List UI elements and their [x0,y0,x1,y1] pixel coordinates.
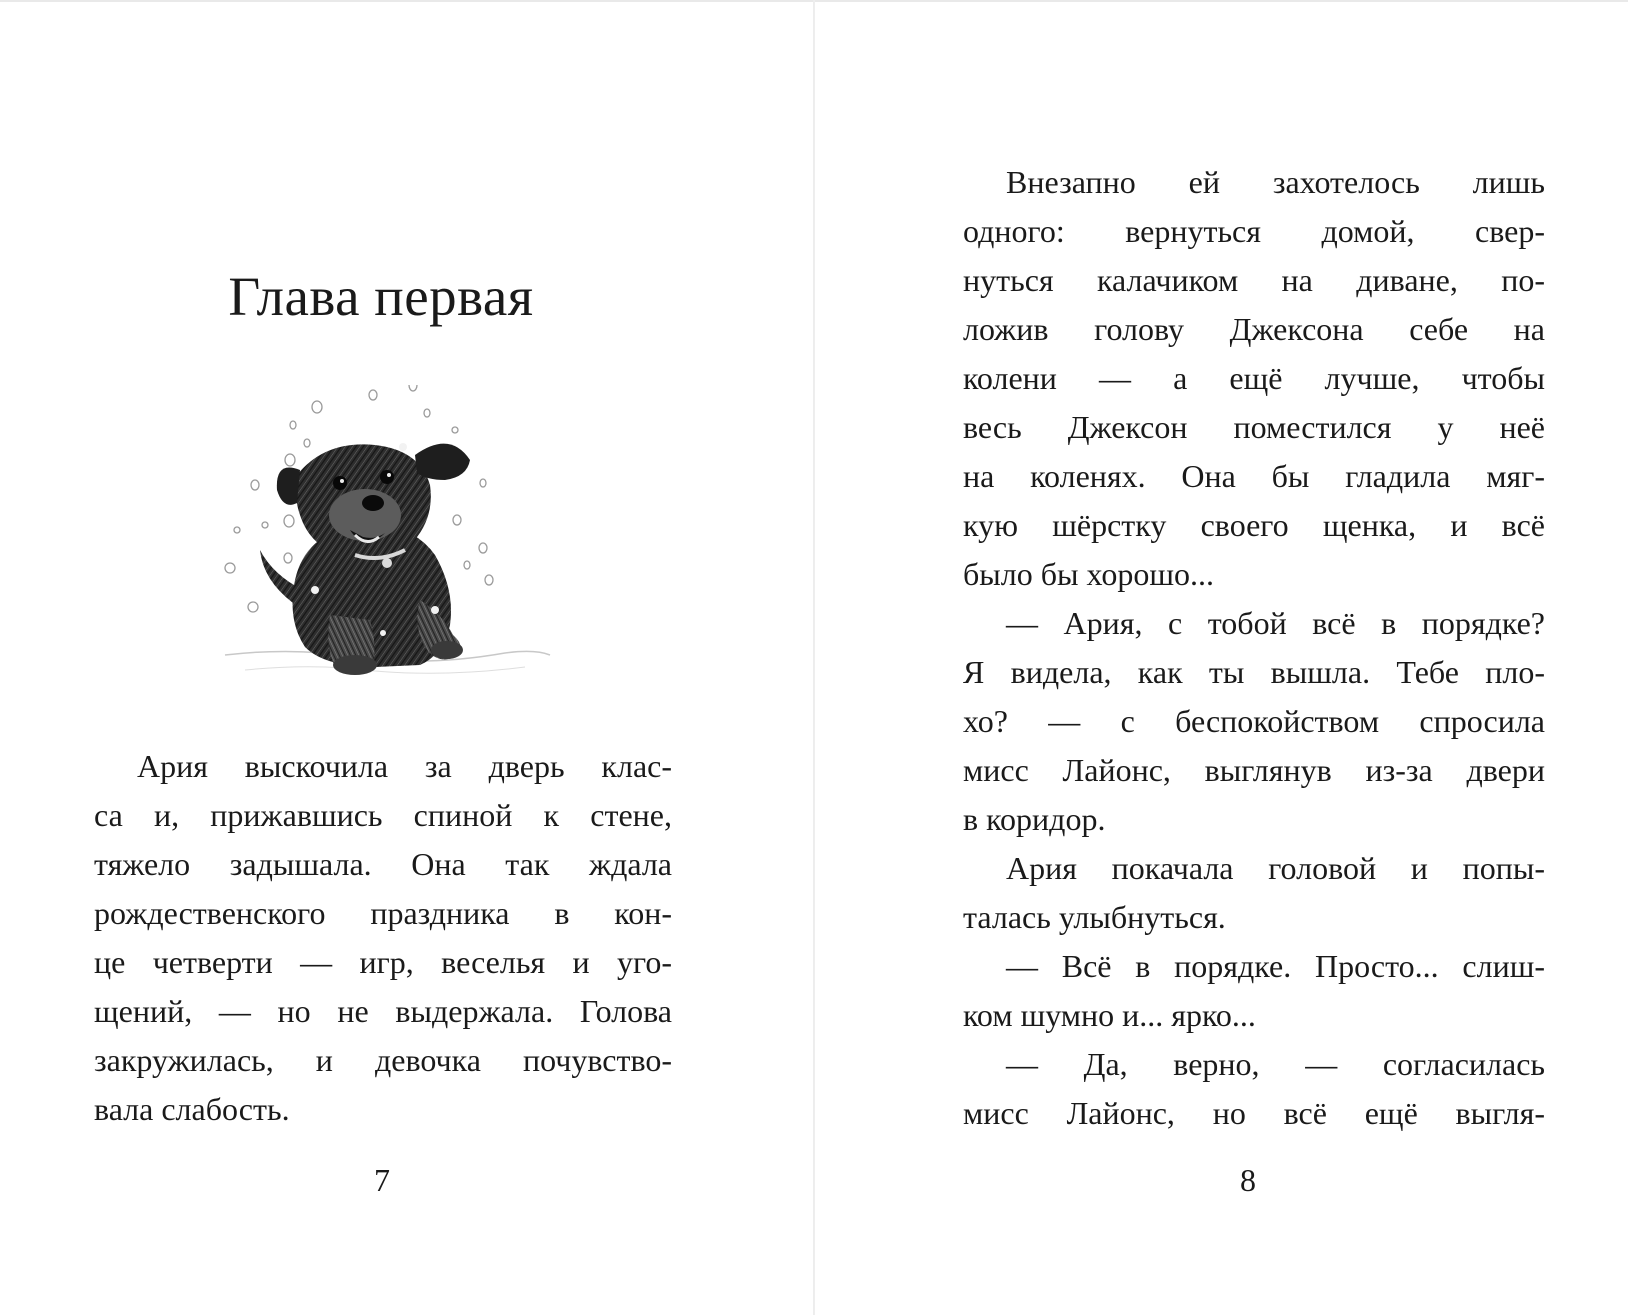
page-number: 7 [374,1162,390,1198]
text-line: — Всё в порядке. Просто... слиш- [1006,948,1545,984]
text-line: нуться калачиком на диване, по- [963,262,1545,298]
page-number: 8 [1240,1162,1256,1198]
chapter-title: Глава первая [228,266,534,327]
puppy-in-snow-illustration [205,385,565,705]
right-page [815,0,1628,1315]
text-line: кую шёрстку своего щенка, и всё [963,507,1545,543]
text-line: колени — а ещё лучше, чтобы [963,360,1545,396]
text-line: — Да, верно, — согласилась [1006,1046,1545,1082]
right-page-body-text [963,158,1545,1138]
text-line: было бы хорошо... [963,556,1214,592]
left-page-body-text [94,742,672,1134]
text-line: закружилась, и девочка почувство- [94,1042,672,1078]
text-line: ком шумно и... ярко... [963,997,1256,1033]
text-line: в коридор. [963,801,1106,837]
left-page [0,0,813,1315]
text-line: ложив голову Джексона себе на [963,311,1545,347]
text-line: весь Джексон поместился у неё [963,409,1545,445]
text-line: щений, — но не выдержала. Голова [94,993,672,1029]
text-line: Ария выскочила за дверь клас- [137,748,672,784]
text-line: мисс Лайонс, выглянув из-за двери [963,752,1545,788]
text-line: Я видела, как ты вышла. Тебе пло- [963,654,1545,690]
text-line: мисс Лайонс, но всё ещё выгля- [963,1095,1545,1131]
text-line: хо? — с беспокойством спросила [963,703,1545,739]
text-line: рождественского праздника в кон- [94,895,672,931]
text-line: тяжело задышала. Она так ждала [94,846,672,882]
text-line: — Ария, с тобой всё в порядке? [1006,605,1545,641]
text-line: одного: вернуться домой, свер- [963,213,1545,249]
text-line: Ария покачала головой и попы- [1006,850,1545,886]
text-line: вала слабость. [94,1091,290,1127]
text-line: са и, прижавшись спиной к стене, [94,797,672,833]
text-line: Внезапно ей захотелось лишь [1006,164,1545,200]
text-line: на коленях. Она бы гладила мяг- [963,458,1545,494]
text-line: талась улыбнуться. [963,899,1226,935]
text-line: це четверти — игр, веселья и уго- [94,944,672,980]
